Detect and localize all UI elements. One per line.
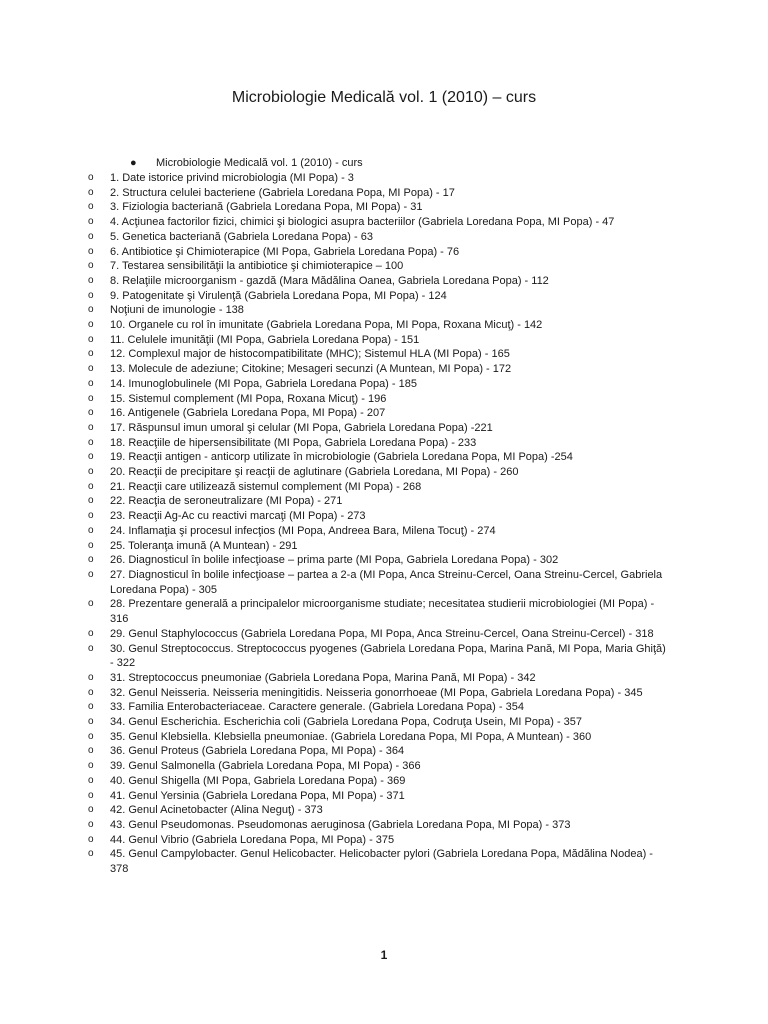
circle-bullet-icon: o xyxy=(88,789,94,801)
list-item-text: 30. Genul Streptococcus. Streptococcus pyogenes (Gabriela Loredana Popa, Marina Pană, MI Popa, Maria Ghiţă) - 322 xyxy=(110,642,666,670)
circle-bullet-icon: o xyxy=(88,804,94,816)
list-item xyxy=(0,553,670,568)
list-item-text: 39. Genul Salmonella (Gabriela Loredana Popa, MI Popa) - 366 xyxy=(110,760,421,773)
list-item-text: 42. Genul Acinetobacter (Alina Neguţ) - 373 xyxy=(110,804,323,817)
circle-bullet-icon: o xyxy=(88,539,94,551)
circle-bullet-icon: o xyxy=(88,304,94,316)
list-item xyxy=(0,509,670,524)
list-item-text: 19. Reacţii antigen - anticorp utilizate în microbiologie (Gabriela Loredana Popa, MI Popa) -254 xyxy=(110,451,573,464)
list-item-text: 26. Diagnosticul în bolile infecţioase – prima parte (MI Popa, Gabriela Loredana Popa) - 302 xyxy=(110,554,559,567)
list-item-text: 5. Genetica bacteriană (Gabriela Loredana Popa) - 63 xyxy=(110,230,373,243)
circle-bullet-icon: o xyxy=(88,818,94,830)
circle-bullet-icon: o xyxy=(88,745,94,757)
circle-bullet-icon: o xyxy=(88,274,94,286)
circle-bullet-icon: o xyxy=(88,686,94,698)
circle-bullet-icon: o xyxy=(88,730,94,742)
list-item-text: 36. Genul Proteus (Gabriela Loredana Popa, MI Popa) - 364 xyxy=(110,745,405,758)
list-item xyxy=(0,700,670,715)
list-item-text: 29. Genul Staphylococcus (Gabriela Loredana Popa, MI Popa, Anca Streinu-Cercel, Oana Streinu-Cercel) - 318 xyxy=(110,627,654,640)
table-of-contents xyxy=(0,171,670,877)
list-item xyxy=(0,230,670,245)
list-item xyxy=(0,789,670,804)
list-item xyxy=(0,803,670,818)
list-item xyxy=(0,597,670,626)
list-item xyxy=(0,377,670,392)
list-item-text: 12. Complexul major de histocompatibilitate (MHC); Sistemul HLA (MI Popa) - 165 xyxy=(110,348,510,361)
list-item xyxy=(0,759,670,774)
list-item xyxy=(0,333,670,348)
circle-bullet-icon: o xyxy=(88,524,94,536)
circle-bullet-icon: o xyxy=(88,319,94,331)
circle-bullet-icon: o xyxy=(88,642,94,654)
list-item xyxy=(0,186,670,201)
list-item-text: 6. Antibiotice şi Chimioterapice (MI Popa, Gabriela Loredana Popa) - 76 xyxy=(110,245,460,258)
circle-bullet-icon: o xyxy=(88,230,94,242)
list-item-text: 25. Toleranţa imună (A Muntean) - 291 xyxy=(110,539,298,552)
circle-bullet-icon: o xyxy=(88,216,94,228)
circle-bullet-icon: o xyxy=(88,466,94,478)
list-item xyxy=(0,715,670,730)
document-title: Microbiologie Medicală vol. 1 (2010) – curs xyxy=(231,89,537,106)
list-item xyxy=(0,818,670,833)
list-item xyxy=(0,200,670,215)
circle-bullet-icon: o xyxy=(88,436,94,448)
list-item xyxy=(0,730,670,745)
list-item-text: 10. Organele cu rol în imunitate (Gabriela Loredana Popa, MI Popa, Roxana Micuţ) - 142 xyxy=(110,319,543,332)
circle-bullet-icon: o xyxy=(88,554,94,566)
circle-bullet-icon: o xyxy=(88,568,94,580)
list-item xyxy=(0,686,670,701)
list-item-text: 45. Genul Campylobacter. Genul Helicobacter. Helicobacter pylori (Gabriela Loredana Popa, Mădălina Nodea) - 378 xyxy=(110,848,653,876)
list-item-text: 32. Genul Neisseria. Neisseria meningitidis. Neisseria gonorrhoeae (MI Popa, Gabriela Loredana Popa) - 345 xyxy=(110,686,643,699)
bullet-item-text: Microbiologie Medicală vol. 1 (2010) - curs xyxy=(156,157,363,169)
list-item-text: 13. Molecule de adeziune; Citokine; Mesageri secunzi (A Muntean, MI Popa) - 172 xyxy=(110,363,512,376)
list-item-text: 16. Antigenele (Gabriela Loredana Popa, MI Popa) - 207 xyxy=(110,407,386,420)
list-item xyxy=(0,744,670,759)
list-item-text: 21. Reacţii care utilizează sistemul complement (MI Popa) - 268 xyxy=(110,480,422,493)
circle-bullet-icon: o xyxy=(88,848,94,860)
list-item-text: 23. Reacţii Ag-Ac cu reactivi marcaţi (MI Popa) - 273 xyxy=(110,510,366,523)
circle-bullet-icon: o xyxy=(88,495,94,507)
list-item xyxy=(0,774,670,789)
list-item xyxy=(0,539,670,554)
list-item xyxy=(0,833,670,848)
list-item-text: 17. Răspunsul imun umoral şi celular (MI Popa, Gabriela Loredana Popa) -221 xyxy=(110,421,493,434)
page-number: 1 xyxy=(380,948,388,962)
list-item xyxy=(0,347,670,362)
circle-bullet-icon: o xyxy=(88,260,94,272)
list-item-text: 3. Fiziologia bacteriană (Gabriela Loredana Popa, MI Popa) - 31 xyxy=(110,201,423,214)
list-item-text: Noţiuni de imunologie - 138 xyxy=(110,304,244,317)
circle-bullet-icon: o xyxy=(88,774,94,786)
circle-bullet-icon: o xyxy=(88,716,94,728)
circle-bullet-icon: o xyxy=(88,480,94,492)
list-item xyxy=(0,362,670,377)
circle-bullet-icon: o xyxy=(88,348,94,360)
circle-bullet-icon: o xyxy=(88,245,94,257)
list-item xyxy=(0,524,670,539)
circle-bullet-icon: o xyxy=(88,407,94,419)
bullet-item xyxy=(130,156,363,170)
bullet-dot-icon: ● xyxy=(130,157,137,169)
list-item xyxy=(0,847,670,876)
circle-bullet-icon: o xyxy=(88,760,94,772)
circle-bullet-icon: o xyxy=(88,186,94,198)
list-item xyxy=(0,480,670,495)
list-item-text: 14. Imunoglobulinele (MI Popa, Gabriela Loredana Popa) - 185 xyxy=(110,377,417,390)
circle-bullet-icon: o xyxy=(88,363,94,375)
list-item-text: 27. Diagnosticul în bolile infecţioase – partea a 2-a (MI Popa, Anca Streinu-Cercel, Oana Streinu-Cercel, Gabriela Loredana Popa) - 305 xyxy=(110,568,663,596)
list-item xyxy=(0,642,670,671)
circle-bullet-icon: o xyxy=(88,421,94,433)
list-item xyxy=(0,465,670,480)
list-item xyxy=(0,245,670,260)
list-item-text: 2. Structura celulei bacteriene (Gabriela Loredana Popa, MI Popa) - 17 xyxy=(110,186,455,199)
list-item-text: 41. Genul Yersinia (Gabriela Loredana Popa, MI Popa) - 371 xyxy=(110,789,405,802)
circle-bullet-icon: o xyxy=(88,201,94,213)
list-item-text: 40. Genul Shigella (MI Popa, Gabriela Loredana Popa) - 369 xyxy=(110,774,406,787)
list-item xyxy=(0,568,670,597)
circle-bullet-icon: o xyxy=(88,598,94,610)
list-item-text: 9. Patogenitate şi Virulenţă (Gabriela Loredana Popa, MI Popa) - 124 xyxy=(110,289,447,302)
list-item-text: 28. Prezentare generală a principalelor microorganisme studiate; necesitatea studierii microbiologiei (MI Popa) - 316 xyxy=(110,598,655,626)
circle-bullet-icon: o xyxy=(88,833,94,845)
list-item xyxy=(0,436,670,451)
list-item-text: 8. Relaţiile microorganism - gazdă (Mara Mădălina Oanea, Gabriela Loredana Popa) - 112 xyxy=(110,274,549,287)
circle-bullet-icon: o xyxy=(88,627,94,639)
circle-bullet-icon: o xyxy=(88,510,94,522)
list-item xyxy=(0,318,670,333)
list-item xyxy=(0,406,670,421)
list-item-text: 35. Genul Klebsiella. Klebsiella pneumoniae. (Gabriela Loredana Popa, MI Popa, A Muntean) - 360 xyxy=(110,730,592,743)
list-item xyxy=(0,259,670,274)
list-item xyxy=(0,303,670,318)
list-item-text: 20. Reacţii de precipitare şi reacţii de aglutinare (Gabriela Loredana, MI Popa) - 260 xyxy=(110,466,519,479)
list-item xyxy=(0,274,670,289)
circle-bullet-icon: o xyxy=(88,333,94,345)
list-item-text: 11. Celulele imunităţii (MI Popa, Gabriela Loredana Popa) - 151 xyxy=(110,333,420,346)
list-item-text: 15. Sistemul complement (MI Popa, Roxana Micuţ) - 196 xyxy=(110,392,387,405)
list-item-text: 1. Date istorice privind microbiologia (MI Popa) - 3 xyxy=(110,172,354,184)
circle-bullet-icon: o xyxy=(88,392,94,404)
list-item xyxy=(0,450,670,465)
circle-bullet-icon: o xyxy=(88,671,94,683)
list-item xyxy=(0,392,670,407)
list-item xyxy=(0,671,670,686)
list-item-text: 7. Testarea sensibilităţii la antibiotice şi chimioterapice – 100 xyxy=(110,260,404,273)
circle-bullet-icon: o xyxy=(88,289,94,301)
list-item-text: 44. Genul Vibrio (Gabriela Loredana Popa, MI Popa) - 375 xyxy=(110,833,395,846)
list-item-text: 43. Genul Pseudomonas. Pseudomonas aeruginosa (Gabriela Loredana Popa, MI Popa) - 373 xyxy=(110,818,571,831)
list-item-text: 22. Reacţia de seroneutralizare (MI Popa) - 271 xyxy=(110,495,343,508)
list-item xyxy=(0,289,670,304)
circle-bullet-icon: o xyxy=(88,701,94,713)
list-item xyxy=(0,171,670,186)
list-item-text: 33. Familia Enterobacteriaceae. Caractere generale. (Gabriela Loredana Popa) - 354 xyxy=(110,701,524,714)
list-item-text: 34. Genul Escherichia. Escherichia coli (Gabriela Loredana Popa, Codruţa Usein, MI Popa) - 357 xyxy=(110,716,583,729)
circle-bullet-icon: o xyxy=(88,172,94,183)
list-item-text: 4. Acţiunea factorilor fizici, chimici şi biologici asupra bacteriilor (Gabriela Loredana Popa, MI Popa) - 47 xyxy=(110,216,615,229)
list-item-text: 24. Inflamaţia şi procesul infecţios (MI Popa, Andreea Bara, Milena Tocuţ) - 274 xyxy=(110,524,496,537)
list-item xyxy=(0,494,670,509)
list-item xyxy=(0,627,670,642)
list-item xyxy=(0,421,670,436)
list-item-text: 31. Streptococcus pneumoniae (Gabriela Loredana Popa, Marina Pană, MI Popa) - 342 xyxy=(110,671,536,684)
circle-bullet-icon: o xyxy=(88,451,94,463)
circle-bullet-icon: o xyxy=(88,377,94,389)
list-item xyxy=(0,215,670,230)
list-item-text: 18. Reacţiile de hipersensibilitate (MI Popa, Gabriela Loredana Popa) - 233 xyxy=(110,436,477,449)
